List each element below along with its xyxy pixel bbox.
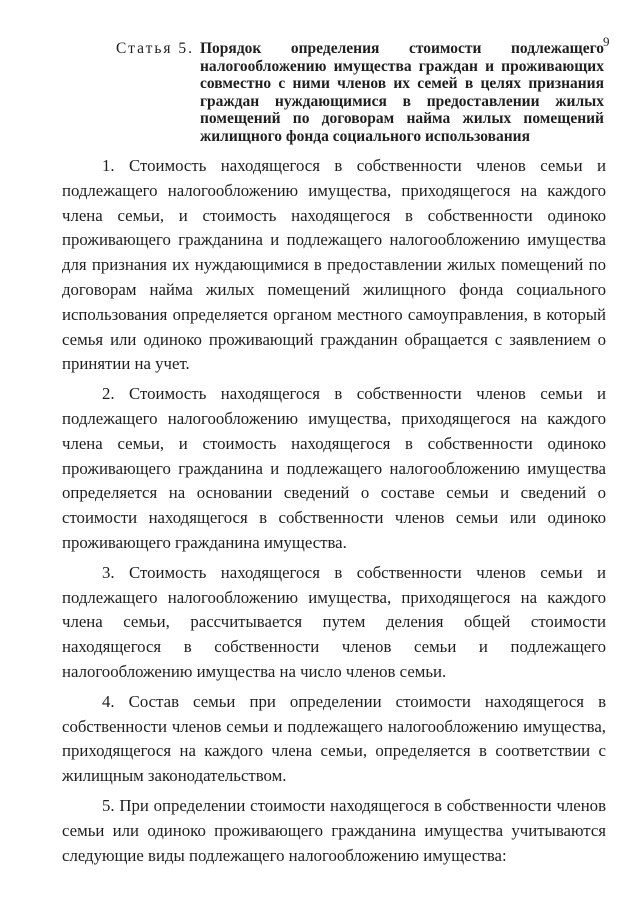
article-body	[62, 154, 606, 873]
article-label: Статья 5.	[116, 40, 195, 57]
article-title-text: Порядок определения стоимости подлежащего налогообложению имущества граждан и проживающих совместно с ними членов их семей в целях признания граждан нуждающимися в предоставлении жилых помещений по договорам найма жилых помещений	[200, 40, 604, 128]
article-header	[116, 40, 604, 146]
article-title-last-line: жилищного фонда социального использования	[200, 127, 530, 145]
paragraph-4: 4. Состав семьи при определении стоимости находящегося в собственности членов семьи и подлежащего налогообложению имущества, приходящегося на каждого члена семьи, определяется в соответствии с жилищным законодательством.	[62, 691, 606, 786]
paragraph-5: 5. При определении стоимости находящегося в собственности членов семьи или одиноко проживающего гражданина имущества учитываются следующие виды подлежащего налогообложению имущества:	[62, 795, 606, 865]
paragraph-1: 1. Стоимость находящегося в собственности членов семьи и подлежащего налогообложению имущества, приходящегося на каждого члена семьи, и стоимость находящегося в собственности одиноко проживающего гражданина и подлежащего налогообложению имущества для признания их нуждающимися в предоставлении жилых помещений по договорам найма жилых помещений жилищного фонда социального использования определяется органом местного самоуправления, в который семья или одиноко проживающий гражданин обращается с заявлением о принятии на учет.	[62, 156, 606, 374]
paragraph-2: 2. Стоимость находящегося в собственности членов семьи и подлежащего налогообложению имущества, приходящегося на каждого члена семьи, и стоимость находящегося в собственности одиноко проживающего гражданина и подлежащего налогообложению имущества определяется на основании сведений о составе семьи и сведений о стоимости находящегося в собственности членов семьи или одиноко проживающего гражданина имущества.	[62, 384, 606, 552]
article-title	[200, 40, 604, 146]
page-number: 9	[603, 34, 610, 49]
paragraph-3: 3. Стоимость находящегося в собственности членов семьи и подлежащего налогообложению имущества, приходящегося на каждого члена семьи, рассчитывается путем деления общей стоимости находящегося в собственности членов семьи и подлежащего налогообложению имущества на число членов семьи.	[62, 562, 606, 681]
